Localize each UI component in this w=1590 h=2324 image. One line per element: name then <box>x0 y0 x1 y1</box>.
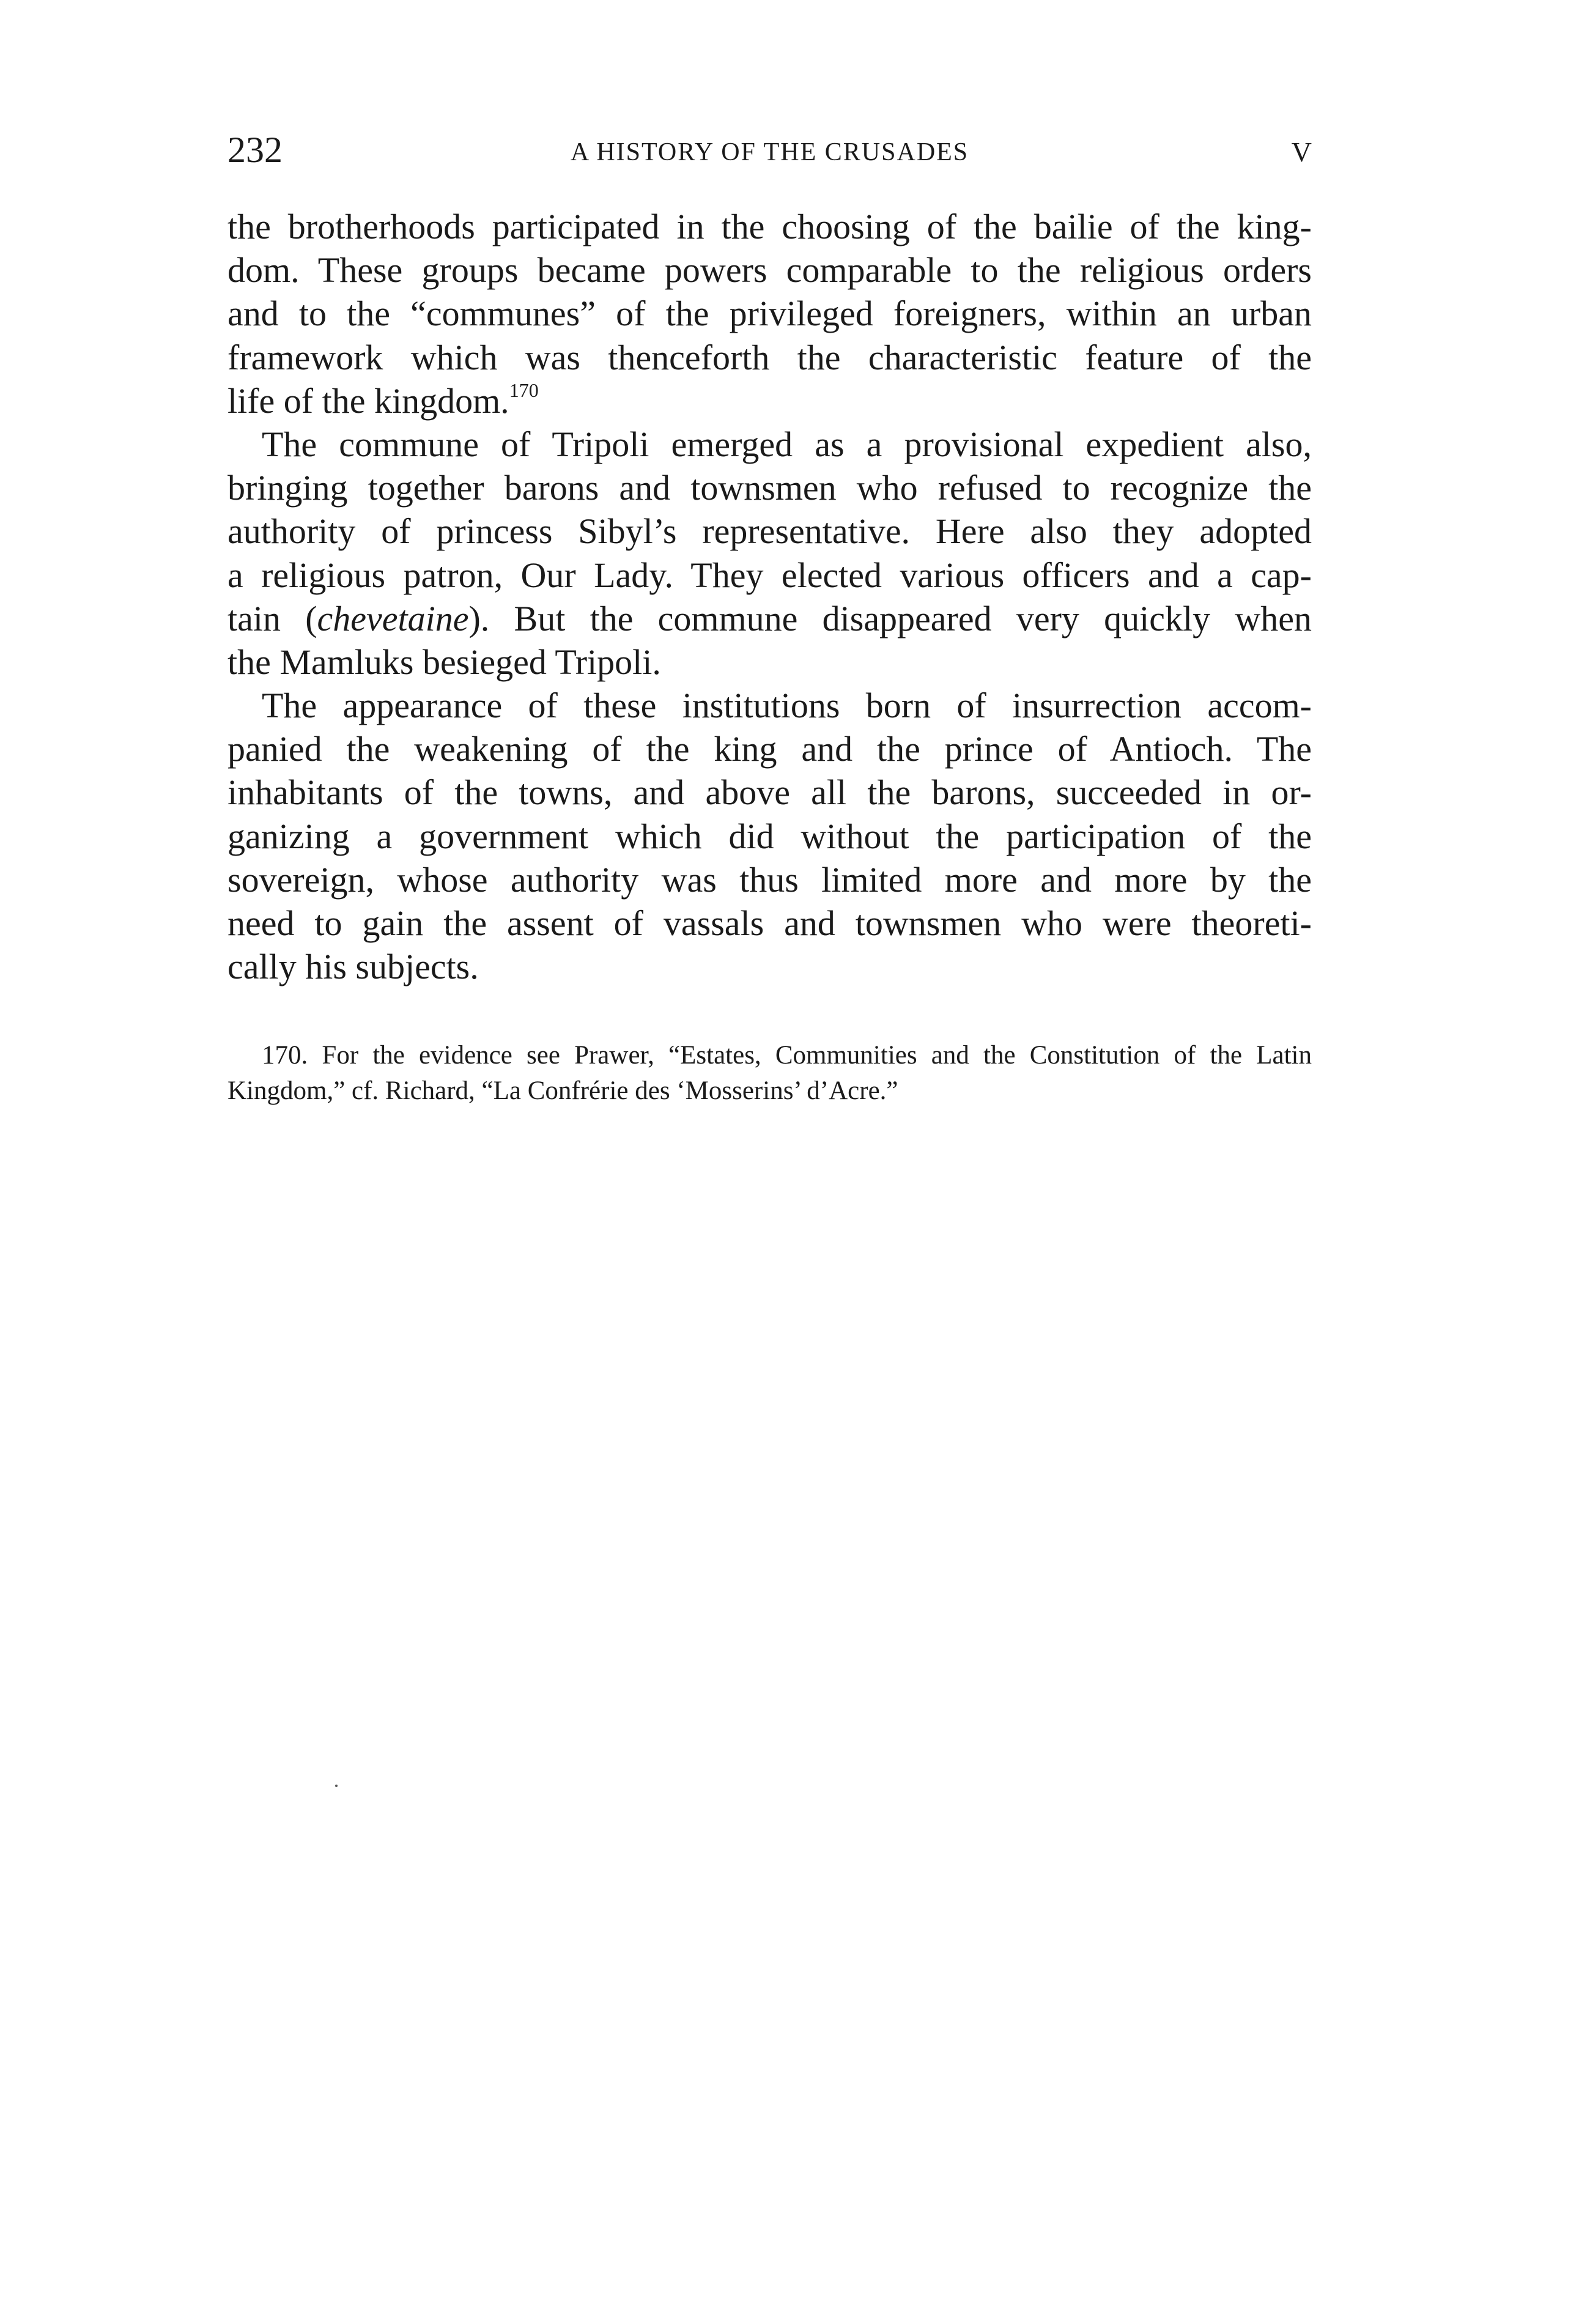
text-line: sovereign, whose authority was thus limited more and more by the <box>227 859 1312 900</box>
text-fragment: life of the kingdom. <box>227 380 509 421</box>
text-line: need to gain the assent of vassals and townsmen who were theoreti- <box>227 903 1312 943</box>
text-line: and to the “communes” of the privileged foreigners, within an urban <box>227 294 1312 334</box>
paragraph <box>227 205 1312 423</box>
text-line: dom. These groups became powers comparable to the religious orders <box>227 250 1312 290</box>
text-line: the Mamluks besieged Tripoli. <box>227 642 661 682</box>
text-fragment: ). But the commune disappeared very quickly when <box>468 598 1312 638</box>
running-head <box>227 125 1312 174</box>
text-fragment: tain ( <box>227 598 317 638</box>
footnote-reference: 170 <box>509 379 539 401</box>
paragraph <box>227 423 1312 684</box>
body-text <box>227 205 1312 988</box>
text-line: panied the weakening of the king and the prince of Antioch. The <box>227 729 1312 769</box>
italic-term: chevetaine <box>317 598 469 638</box>
footnote <box>227 1038 1312 1109</box>
text-line: The commune of Tripoli emerged as a provisional expedient also, <box>262 424 1312 464</box>
text-line: ganizing a government which did without the participation of the <box>227 816 1312 856</box>
volume-number: V <box>1291 136 1312 168</box>
text-line: bringing together barons and townsmen who refused to recognize the <box>227 468 1312 508</box>
footnote-line: Kingdom,” cf. Richard, “La Confrérie des ‘Mosserins’ d’Acre.” <box>227 1076 898 1105</box>
running-title: A HISTORY OF THE CRUSADES <box>570 138 969 166</box>
text-line: The appearance of these institutions born of insurrection accom- <box>262 686 1312 726</box>
text-line <box>227 597 1312 640</box>
text-line <box>227 379 1312 423</box>
text-line: the brotherhoods participated in the choosing of the bailie of the king- <box>227 207 1312 246</box>
text-line: cally his subjects. <box>227 947 479 987</box>
text-line: a religious patron, Our Lady. They elected various officers and a cap- <box>227 555 1312 595</box>
paragraph <box>227 684 1312 988</box>
footnote-line: 170. For the evidence see Prawer, “Estates, Communities and the Constitution of the Latin <box>262 1041 1312 1070</box>
text-line: inhabitants of the towns, and above all the barons, succeeded in or- <box>227 772 1312 813</box>
text-line: framework which was thenceforth the characteristic feature of the <box>227 337 1312 377</box>
text-line: authority of princess Sibyl’s representative. Here also they adopted <box>227 511 1312 552</box>
scan-speck <box>335 1785 338 1787</box>
page-number: 232 <box>227 130 283 170</box>
